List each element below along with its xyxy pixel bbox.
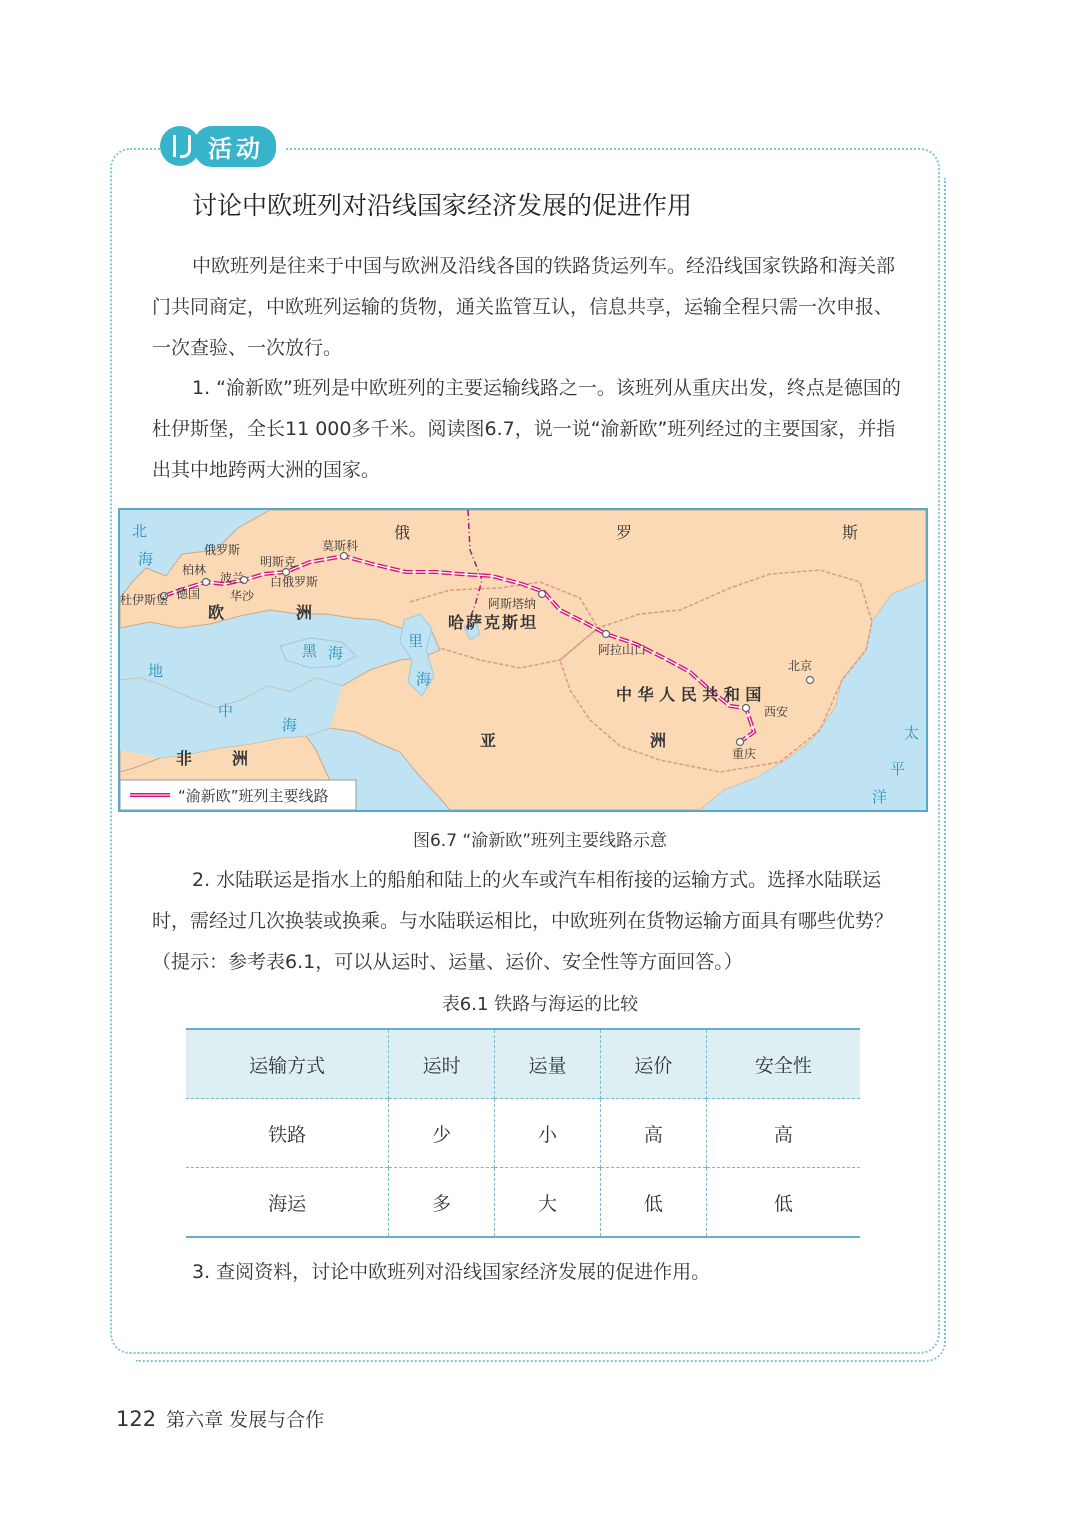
legend-label: “渝新欧”班列主要线路 [178, 787, 329, 805]
label-chongqing: 重庆 [732, 747, 757, 761]
label-pacific-1: 太 [904, 724, 920, 742]
label-minsk: 明斯克 [260, 555, 297, 569]
question-2: 2. 水陆联运是指水上的船舶和陆上的火车或汽车相衔接的运输方式。选择水陆联运时，需经过几次换装或换乘。与水陆联运相比，中欧班列在货物运输方面具有哪些优势？（提示：参考表6.1，可以从运时、运量、运价、安全性等方面回答。） [152, 869, 894, 973]
label-kazakhstan: 哈萨克斯坦 [448, 613, 539, 632]
city-dot-beijing [807, 677, 814, 684]
label-xian: 西安 [764, 705, 789, 719]
table-cell: 铁路 [186, 1099, 389, 1168]
table-header-row [186, 1029, 860, 1099]
activity-title: 讨论中欧班列对沿线国家经济发展的促进作用 [192, 191, 693, 220]
table-row [186, 1099, 860, 1168]
table-header: 安全性 [706, 1029, 860, 1099]
table-header: 运时 [389, 1029, 495, 1099]
label-poland: 波兰 [220, 571, 245, 585]
table-cell: 多 [389, 1168, 495, 1238]
comparison-table [186, 1028, 860, 1238]
table-cell: 小 [495, 1099, 601, 1168]
label-black-sea-2: 海 [328, 644, 344, 662]
table-cell: 海运 [186, 1168, 389, 1238]
chapter-title: 第六章 发展与合作 [166, 1409, 325, 1431]
label-duisburg: 杜伊斯堡 [120, 593, 169, 607]
activity-badge [160, 126, 284, 166]
label-china: 中 华 人 民 共 和 国 [616, 685, 762, 704]
table-caption: 表6.1 铁路与海运的比较 [441, 994, 639, 1015]
label-belarus2: 白俄罗斯 [270, 575, 319, 589]
page-footer [116, 1405, 324, 1432]
label-europe-ou: 欧 [208, 603, 225, 622]
question-1: 1. “渝新欧”班列是中欧班列的主要运输线路之一。该班列从重庆出发，终点是德国的杜伊斯堡，全长11 000多千米。阅读图6.7，说一说“渝新欧”班列经过的主要国家，并指出其中地跨两大洲的国家。 [152, 377, 901, 481]
label-north-sea-2: 海 [138, 550, 154, 568]
table-cell: 高 [706, 1099, 860, 1168]
table-cell: 高 [600, 1099, 706, 1168]
label-pacific-2: 平 [890, 760, 906, 778]
label-asia-ya: 亚 [480, 731, 497, 750]
city-dot-alashankou [603, 631, 610, 638]
page-number: 122 [116, 1407, 157, 1431]
city-dot-berlin [203, 579, 210, 586]
label-europe-zhou: 洲 [296, 603, 313, 622]
label-asia-zhou: 洲 [650, 731, 667, 750]
label-astana: 阿斯塔纳 [488, 597, 537, 611]
label-warsaw: 华沙 [230, 589, 255, 603]
question-3: 3. 查阅资料，讨论中欧班列对沿线国家经济发展的促进作用。 [192, 1261, 711, 1283]
label-caspian-1: 里 [408, 632, 424, 650]
label-russia-si: 斯 [842, 523, 859, 542]
table-header: 运输方式 [186, 1029, 389, 1099]
label-med-di: 地 [148, 662, 164, 680]
label-pacific-3: 洋 [872, 788, 888, 806]
label-caspian-2: 海 [416, 670, 432, 688]
table-cell: 低 [600, 1168, 706, 1238]
map-svg [120, 510, 926, 810]
label-north-sea-1: 北 [132, 522, 148, 540]
activity-icon [160, 126, 200, 166]
label-moscow: 莫斯科 [322, 539, 359, 553]
table-cell: 低 [706, 1168, 860, 1238]
label-black-sea-1: 黑 [302, 642, 318, 660]
table-header: 运价 [600, 1029, 706, 1099]
label-med-zhong: 中 [218, 702, 234, 720]
label-africa-zhou: 洲 [232, 749, 249, 768]
figure-caption: 图6.7 “渝新欧”班列主要线路示意 [412, 831, 668, 851]
city-dot-xian [743, 705, 750, 712]
label-germany: 德国 [176, 587, 201, 601]
table-header: 运量 [495, 1029, 601, 1099]
city-dot-chongqing [737, 739, 744, 746]
label-berlin: 柏林 [182, 563, 207, 577]
label-med-hai: 海 [282, 716, 298, 734]
label-alashankou: 阿拉山口 [598, 643, 647, 657]
table-row [186, 1168, 860, 1238]
label-russia-e: 俄 [394, 523, 411, 542]
city-dot-astana [539, 591, 546, 598]
activity-label: 活动 [194, 126, 276, 167]
label-russia-luo: 罗 [616, 523, 633, 542]
route-map [118, 508, 928, 812]
label-beijing: 北京 [788, 659, 813, 673]
table-cell: 大 [495, 1168, 601, 1238]
table-cell: 少 [389, 1099, 495, 1168]
city-dot-moscow [341, 553, 348, 560]
label-africa-fei: 非 [176, 749, 193, 768]
intro-paragraph: 中欧班列是往来于中国与欧洲及沿线各国的铁路货运列车。经沿线国家铁路和海关部门共同商定，中欧班列运输的货物，通关监管互认，信息共享，运输全程只需一次申报、一次查验、一次放行。 [152, 255, 896, 359]
label-belarus: 俄罗斯 [204, 543, 241, 557]
